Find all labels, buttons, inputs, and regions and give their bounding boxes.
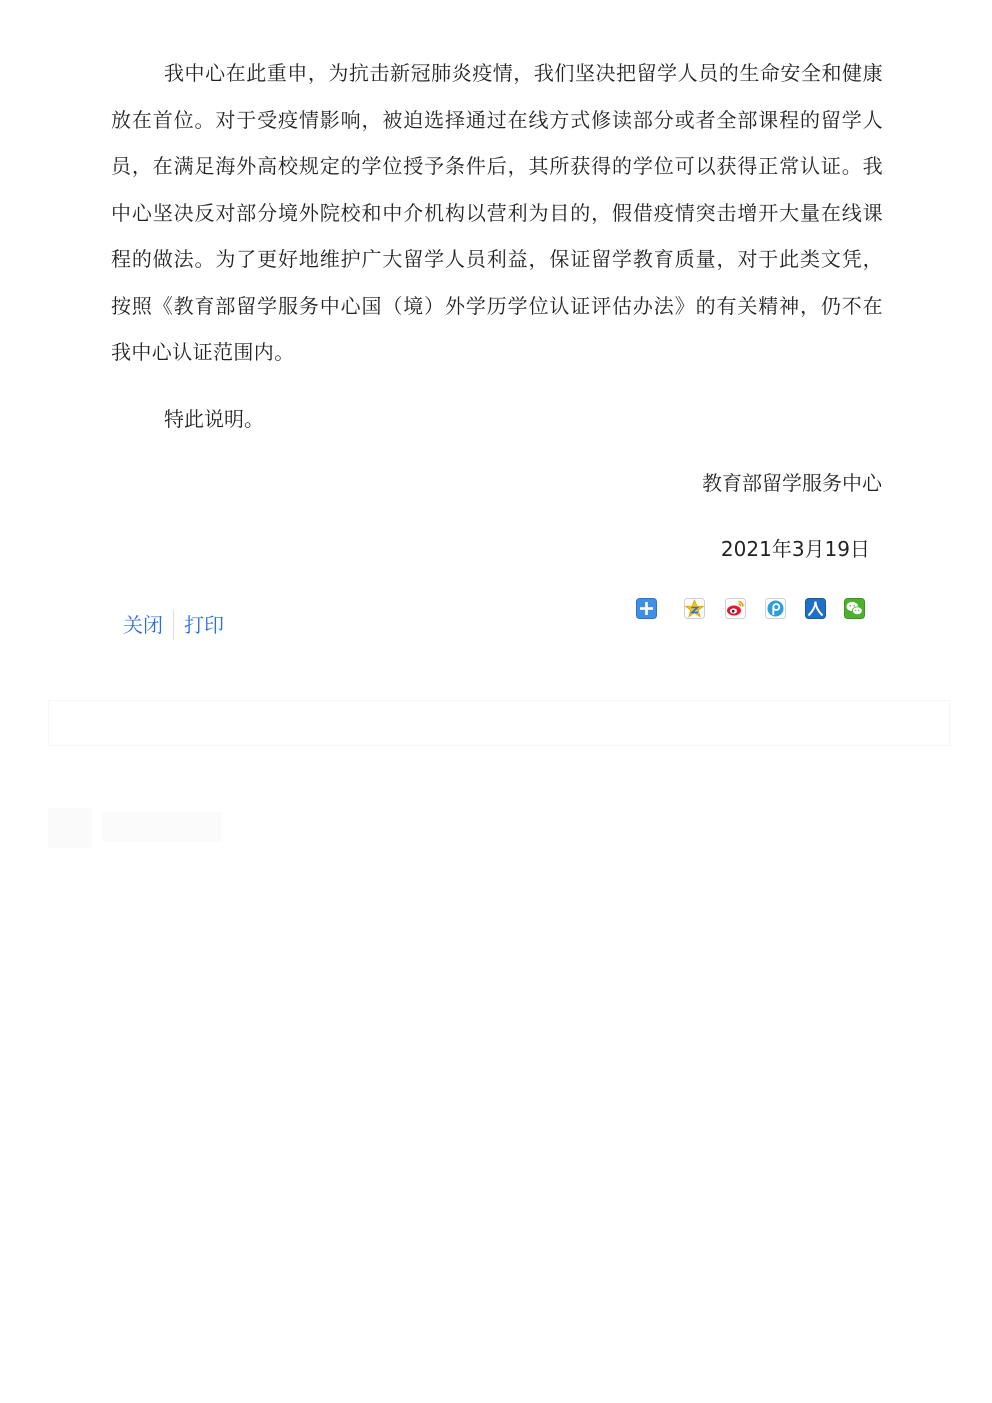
article-paragraph: 特此说明。 [164, 406, 264, 431]
signature-organization: 教育部留学服务中心 [702, 471, 882, 495]
signature-date: 2021年3月19日 [720, 537, 870, 561]
renren-icon[interactable] [805, 598, 826, 619]
print-link[interactable]: 打印 [184, 613, 224, 637]
footer-logo-text [102, 812, 222, 842]
close-link[interactable]: 关闭 [123, 613, 163, 637]
weibo-icon[interactable] [725, 598, 746, 619]
footer-logo [48, 808, 92, 848]
article-body [111, 50, 883, 442]
tencent-weibo-icon[interactable] [765, 598, 786, 619]
article-actions [113, 608, 234, 642]
article-paragraph: 我中心在此重申，为抗击新冠肺炎疫情，我们坚决把留学人员的生命安全和健康放在首位。对于受疫情影响，被迫选择通过在线方式修读部分或者全部课程的留学人员，在满足海外高校规定的学位授予条件后，其所获得的学位可以获得正常认证。我中心坚决反对部分境外院校和中介机构以营利为目的，假借疫情突击增开大量在线课程的做法。为了更好地维护广大留学人员利益，保证留学教育质量，对于此类文凭，按照《教育部留学服务中心国（境）外学历学位认证评估办法》的有关精神，仍不在我中心认证范围内。 [111, 61, 883, 364]
wechat-icon[interactable] [844, 598, 865, 619]
qzone-icon[interactable] [684, 598, 705, 619]
share-more-icon[interactable] [636, 598, 657, 619]
footer-panel [48, 700, 950, 746]
